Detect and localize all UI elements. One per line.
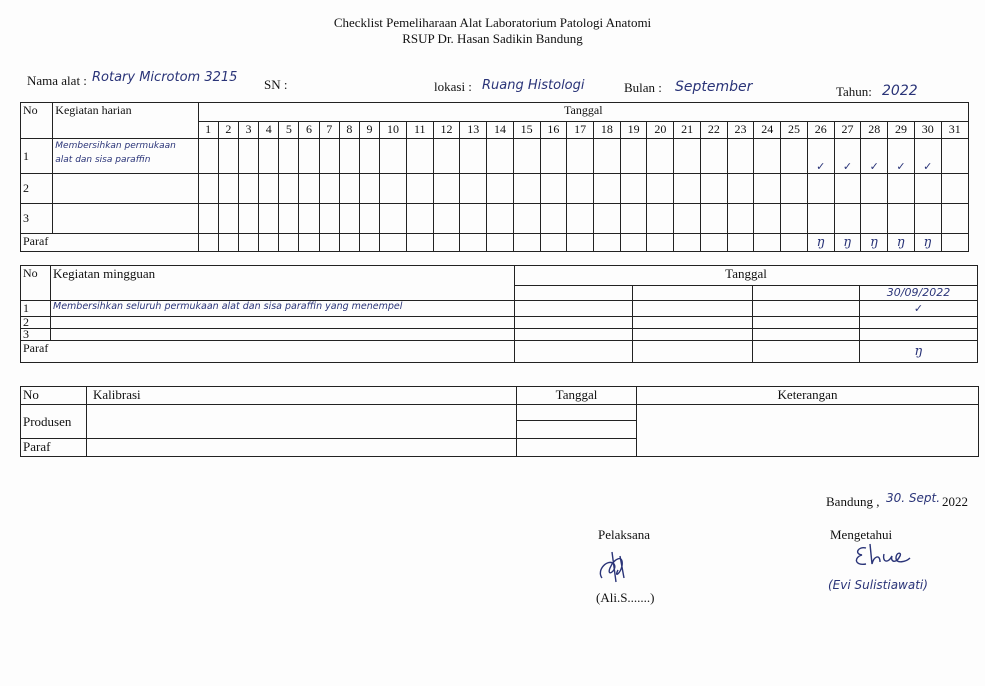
calibration-header: Kalibrasi bbox=[87, 387, 517, 405]
mengetahui-name: (Evi Sulistiawati) bbox=[828, 578, 928, 592]
paraf-mark: ŋ bbox=[861, 234, 888, 252]
day-number-14: 14 bbox=[487, 122, 514, 139]
day-number-16: 16 bbox=[540, 122, 567, 139]
pelaksana-signature bbox=[590, 548, 640, 588]
pelaksana-name: (Ali.S.......) bbox=[596, 590, 655, 605]
weekly-no-header: No bbox=[21, 266, 51, 301]
calibration-table bbox=[20, 386, 979, 457]
calibration-paraf-label: Paraf bbox=[21, 439, 87, 457]
day-number-31: 31 bbox=[941, 122, 968, 139]
daily-tanggal-header: Tanggal bbox=[198, 103, 968, 122]
day-number-21: 21 bbox=[674, 122, 701, 139]
check-mark: ✓ bbox=[807, 139, 834, 174]
daily-paraf-label: Paraf bbox=[21, 234, 199, 252]
day-number-2: 2 bbox=[218, 122, 238, 139]
table-row bbox=[21, 174, 969, 204]
paraf-mark: ŋ bbox=[860, 341, 978, 363]
row-number: 2 bbox=[21, 174, 53, 204]
check-mark: ✓ bbox=[914, 139, 941, 174]
row-number: 3 bbox=[21, 204, 53, 234]
check-mark: ✓ bbox=[888, 139, 915, 174]
day-number-23: 23 bbox=[727, 122, 754, 139]
tahun-label: Tahun: bbox=[836, 84, 872, 99]
pelaksana-label: Pelaksana bbox=[598, 527, 650, 542]
page-subtitle: RSUP Dr. Hasan Sadikin Bandung bbox=[402, 31, 583, 46]
mengetahui-label: Mengetahui bbox=[830, 527, 893, 542]
day-number-17: 17 bbox=[567, 122, 594, 139]
day-number-15: 15 bbox=[513, 122, 540, 139]
day-number-7: 7 bbox=[319, 122, 339, 139]
day-number-10: 10 bbox=[380, 122, 407, 139]
bulan-value: September bbox=[675, 79, 753, 95]
lokasi-label: lokasi : bbox=[434, 79, 472, 94]
weekly-activity-1: Membersihkan seluruh permukaan alat dan sisa paraffin yang menempel bbox=[51, 301, 515, 317]
calibration-tanggal-header: Tanggal bbox=[517, 387, 637, 405]
footer-place: Bandung , bbox=[826, 494, 880, 509]
paraf-mark: ŋ bbox=[834, 234, 861, 252]
produsen-label: Produsen bbox=[21, 405, 87, 439]
day-number-22: 22 bbox=[700, 122, 727, 139]
tahun-value: 2022 bbox=[882, 83, 918, 99]
day-number-25: 25 bbox=[781, 122, 808, 139]
daily-table bbox=[20, 102, 969, 252]
table-row: 1 Membersihkan seluruh permukaan alat dan sisa paraffin yang menempel ✓ bbox=[21, 301, 978, 317]
day-number-18: 18 bbox=[594, 122, 621, 139]
weekly-date: 30/09/2022 bbox=[860, 286, 978, 301]
weekly-activity-header: Kegiatan mingguan bbox=[51, 266, 515, 301]
day-number-5: 5 bbox=[279, 122, 299, 139]
bulan-label: Bulan : bbox=[624, 80, 662, 95]
weekly-table bbox=[20, 265, 978, 363]
weekly-paraf-label: Paraf bbox=[21, 341, 515, 363]
nama-alat-label: Nama alat : bbox=[27, 73, 87, 88]
day-number-1: 1 bbox=[198, 122, 218, 139]
table-row: 3 bbox=[21, 329, 978, 341]
day-number-9: 9 bbox=[359, 122, 379, 139]
day-number-11: 11 bbox=[406, 122, 433, 139]
day-number-12: 12 bbox=[433, 122, 460, 139]
paraf-mark: ŋ bbox=[807, 234, 834, 252]
page-title: Checklist Pemeliharaan Alat Laboratorium Patologi Anatomi bbox=[333, 15, 652, 30]
day-number-30: 30 bbox=[914, 122, 941, 139]
footer-year: 2022 bbox=[942, 494, 968, 509]
mengetahui-signature bbox=[848, 538, 918, 572]
calibration-keterangan-header: Keterangan bbox=[637, 387, 979, 405]
day-number-8: 8 bbox=[339, 122, 359, 139]
day-number-4: 4 bbox=[259, 122, 279, 139]
daily-no-header: No bbox=[21, 103, 53, 139]
day-number-29: 29 bbox=[888, 122, 915, 139]
check-mark: ✓ bbox=[834, 139, 861, 174]
day-number-6: 6 bbox=[299, 122, 319, 139]
table-row bbox=[21, 204, 969, 234]
nama-alat-value: Rotary Microtom 3215 bbox=[92, 70, 238, 85]
paraf-mark: ŋ bbox=[914, 234, 941, 252]
lokasi-value: Ruang Histologi bbox=[482, 78, 585, 93]
day-number-27: 27 bbox=[834, 122, 861, 139]
daily-activity-1: Membersihkan permukaan alat dan sisa paraffin bbox=[53, 139, 198, 174]
day-number-3: 3 bbox=[238, 122, 258, 139]
row-number: 1 bbox=[21, 139, 53, 174]
paraf-mark: ŋ bbox=[888, 234, 915, 252]
weekly-tanggal-header: Tanggal bbox=[515, 266, 978, 286]
day-number-24: 24 bbox=[754, 122, 781, 139]
daily-activity-3 bbox=[53, 204, 198, 234]
daily-paraf-row bbox=[21, 234, 969, 252]
table-row: 2 bbox=[21, 317, 978, 329]
footer-date: 30. Sept. bbox=[886, 491, 941, 505]
daily-activity-header: Kegiatan harian bbox=[53, 103, 198, 139]
check-mark: ✓ bbox=[861, 139, 888, 174]
daily-activity-2 bbox=[53, 174, 198, 204]
sn-label: SN : bbox=[264, 77, 288, 92]
day-number-20: 20 bbox=[647, 122, 674, 139]
day-number-13: 13 bbox=[460, 122, 487, 139]
day-number-26: 26 bbox=[807, 122, 834, 139]
day-number-28: 28 bbox=[861, 122, 888, 139]
calibration-no-header: No bbox=[21, 387, 87, 405]
weekly-paraf-row bbox=[21, 341, 978, 363]
table-row bbox=[21, 139, 969, 174]
check-mark: ✓ bbox=[860, 301, 978, 317]
day-number-19: 19 bbox=[620, 122, 647, 139]
